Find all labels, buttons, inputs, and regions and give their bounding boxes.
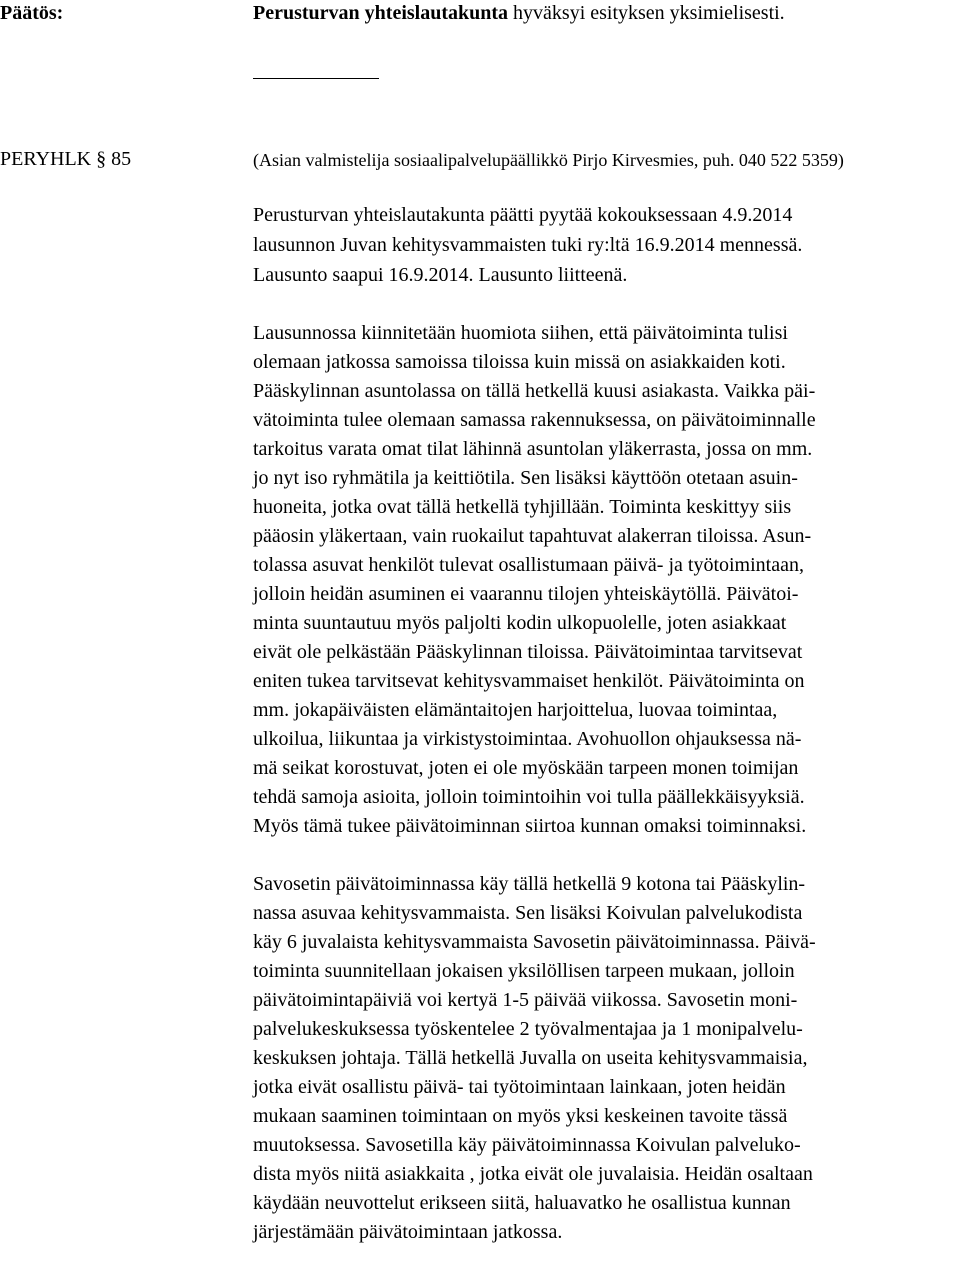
- section-number: 85: [111, 148, 132, 170]
- text-line: huoneita, jotka ovat tällä hetkellä tyhjillään. Toiminta keskittyy siis: [253, 496, 792, 518]
- text-line: tarkoitus varata omat tilat lähinnä asuntolan yläkerrasta, jossa on mm.: [253, 438, 813, 460]
- text-line: pääosin yläkertaan, vain ruokailut tapahtuvat alakerran tiloissa. Asun-: [253, 525, 812, 547]
- text-line: jotka eivät osallistu päivä- tai työtoimintaan lainkaan, joten heidän: [253, 1076, 786, 1098]
- text-line: minta suuntautuu myös paljolti kodin ulkopuolelle, joten asiakkaat: [253, 612, 787, 634]
- text-line: eniten tukea tarvitsevat kehitysvammaiset henkilöt. Päivätoiminta on: [253, 670, 805, 692]
- text-line: keskuksen johtaja. Tällä hetkellä Juvalla on useita kehitysvammaisia,: [253, 1047, 808, 1069]
- text-line: Myös tämä tukee päivätoiminnan siirtoa kunnan omaksi toiminnaksi.: [253, 815, 807, 837]
- decision-rest: hyväksyi esityksen yksimielisesti.: [508, 2, 785, 24]
- decision-committee: Perusturvan yhteislautakunta: [253, 2, 509, 24]
- text-line: Savosetin päivätoiminnassa käy tällä hetkellä 9 kotona tai Pääskylin-: [253, 873, 806, 895]
- text-line: järjestämään päivätoimintaan jatkossa.: [253, 1221, 563, 1243]
- text-line: Lausunnossa kiinnitetään huomiota siihen, että päivätoiminta tulisi: [253, 322, 788, 344]
- text-line: Pääskylinnan asuntolassa on tällä hetkellä kuusi asiakasta. Vaikka päi-: [253, 380, 816, 402]
- text-line: jo nyt iso ryhmätila ja keittiötila. Sen lisäksi käyttöön otetaan asuin-: [253, 467, 798, 489]
- text-line: nassa asuvaa kehitysvammaista. Sen lisäksi Koivulan palvelukodista: [253, 902, 803, 924]
- section-heading: [0, 148, 131, 171]
- text-line: tolassa asuvat henkilöt tulevat osallistumaan päivä- ja työtoimintaan,: [253, 554, 804, 576]
- text-line: muutoksessa. Savosetilla käy päivätoiminnassa Koivulan palveluko-: [253, 1134, 801, 1156]
- text-line: päivätoimintapäiviä voi kertyä 1-5 päivää viikossa. Savosetin moni-: [253, 989, 798, 1011]
- text-line: dista myös niitä asiakkaita , jotka eivät ole juvalaisia. Heidän osaltaan: [253, 1163, 813, 1185]
- text-line: mä seikat korostuvat, joten ei ole myöskään tarpeen monen toimijan: [253, 757, 799, 779]
- text-line: lausunnon Juvan kehitysvammaisten tuki ry:ltä 16.9.2014 mennessä.: [253, 234, 803, 256]
- decision-label: Päätös:: [0, 2, 64, 24]
- text-line: tehdä samoja asioita, jolloin toimintoihin voi tulla päällekkäisyyksiä.: [253, 786, 805, 808]
- text-line: eivät ole pelkästään Pääskylinnan tiloissa. Päivätoimintaa tarvitsevat: [253, 641, 803, 663]
- text-line: Perusturvan yhteislautakunta päätti pyytää kokouksessaan 4.9.2014: [253, 204, 793, 226]
- text-line: toiminta suunnitellaan jokaisen yksilöllisen tarpeen mukaan, jolloin: [253, 960, 795, 982]
- section-symbol: §: [96, 148, 107, 170]
- text-line: olemaan jatkossa samoissa tiloissa kuin missä on asiakkaiden koti.: [253, 351, 786, 373]
- text-line: mukaan saaminen toimintaan on myös yksi keskeinen tavoite tässä: [253, 1105, 788, 1127]
- preparer-note: (Asian valmistelija sosiaalipalvelupäällikkö Pirjo Kirvesmies, puh. 040 522 5359): [253, 150, 844, 170]
- text-line: ulkoilua, liikuntaa ja virkistystoimintaa. Avohuollon ohjauksessa nä-: [253, 728, 802, 750]
- decision-text: [253, 2, 785, 25]
- text-line: käydään neuvottelut erikseen siitä, haluavatko he osallistua kunnan: [253, 1192, 791, 1214]
- section-code: PERYHLK: [0, 148, 92, 170]
- text-line: palvelukeskuksessa työskentelee 2 työvalmentajaa ja 1 monipalvelu-: [253, 1018, 803, 1040]
- separator-line: [253, 78, 379, 79]
- text-line: käy 6 juvalaista kehitysvammaista Savosetin päivätoiminnassa. Päivä-: [253, 931, 816, 953]
- text-line: Lausunto saapui 16.9.2014. Lausunto liitteenä.: [253, 264, 628, 286]
- text-line: mm. jokapäiväisten elämäntaitojen harjoittelua, luovaa toimintaa,: [253, 699, 778, 721]
- text-line: vätoiminta tulee olemaan samassa rakennuksessa, on päivätoiminnalle: [253, 409, 816, 431]
- text-line: jolloin heidän asuminen ei vaarannu tilojen yhteiskäytöllä. Päivätoi-: [253, 583, 799, 605]
